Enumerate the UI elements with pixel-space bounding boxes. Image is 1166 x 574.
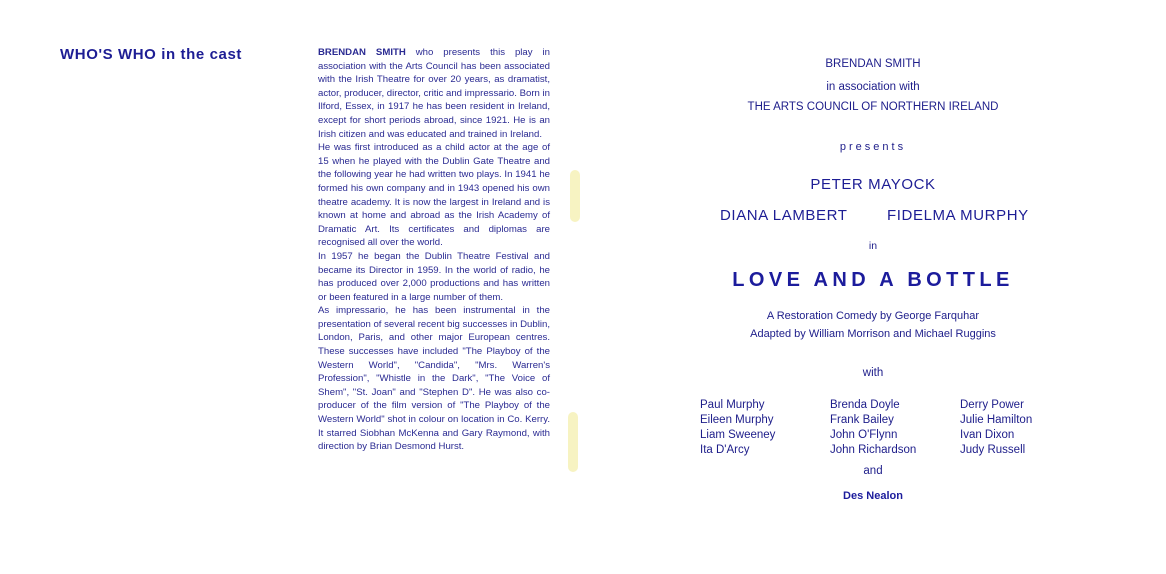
staple-mark: [568, 412, 578, 472]
and-line: and: [863, 465, 883, 477]
cast-member: John Richardson: [830, 444, 917, 456]
bio-intro: who presents this play in association with the Arts Council has been associated with the Irish Theatre for over 20 years, as dramatist, actor, producer, director, critic and impressario. Born in Ilford, Essex, in 1917 he has been resident in Ireland, except for short periods abroad, since 1921. He is an Irish citizen and was educated and trained in Ireland.: [318, 47, 550, 140]
cast-member: Ita D'Arcy: [700, 444, 750, 456]
staple-mark: [570, 170, 580, 222]
cast-member: Eileen Murphy: [700, 414, 774, 426]
presents-line: presents: [839, 141, 907, 153]
cast-column: [960, 398, 1032, 458]
association-line: in association with: [826, 81, 920, 93]
bio-paragraph: In 1957 he began the Dublin Theatre Festival and became its Director in 1959. In the world of radio, he has produced over 2,000 productions and has written or been featured in a large number of them.: [318, 250, 550, 303]
cast-member: Brenda Doyle: [830, 399, 900, 411]
bio-paragraph: [318, 46, 550, 141]
cast-member: Frank Bailey: [830, 414, 894, 426]
cast-member: Paul Murphy: [700, 399, 765, 411]
left-page: [0, 0, 580, 574]
lead-actor: PETER MAYOCK: [810, 176, 936, 193]
costar-name: DIANA LAMBERT: [720, 207, 848, 224]
costar-name: FIDELMA MURPHY: [887, 207, 1029, 224]
presenter-name: BRENDAN SMITH: [825, 58, 921, 70]
bio-paragraph: As impressario, he has been instrumental in the presentation of several recent big successes in Dublin, London, Paris, and other major European centres. These successes have included "The Playboy of the Western World", "Candida", "Mrs. Warren's Profession", "Whistle in the Dark", "The Voice of Shem", "St. Joan" and "Stephen D". He was also co-producer of the film version of "The Playboy of the Western World" shot in colour on location in Co. Kerry. It starred Siobhan McKenna and Gary Raymond, with direction by Brian Desmond Hurst.: [318, 305, 550, 453]
cast-member: Judy Russell: [960, 444, 1026, 456]
right-page: [580, 0, 1166, 574]
cast-member: John O'Flynn: [830, 429, 898, 441]
bio-paragraph: He was first introduced as a child actor at the age of 15 when he played with the Dublin Gate Theatre and the following year he had written two plays. In 1941 he formed his own company and in 1943 opened his own theatre academy. It is now the largest in Ireland and is known at home and abroad as the Irish Academy of Dramatic Art. Its certificates and diplomas are recognised all over the world.: [318, 142, 550, 249]
cast-member: Ivan Dixon: [960, 429, 1015, 441]
cast-member: Julie Hamilton: [960, 414, 1033, 426]
cast-member: Liam Sweeney: [700, 429, 776, 441]
in-line: in: [868, 240, 878, 252]
cast-member: Derry Power: [960, 399, 1024, 411]
cast-column: [830, 398, 916, 458]
arts-council-name: THE ARTS COUNCIL OF NORTHERN IRELAND: [747, 101, 999, 113]
adaptation-credit: Adapted by William Morrison and Michael Ruggins: [750, 328, 996, 340]
play-subtitle: A Restoration Comedy by George Farquhar: [766, 310, 980, 322]
with-line: with: [862, 367, 884, 379]
biography: [318, 46, 550, 454]
cast-heading: WHO'S WHO in the cast: [60, 46, 243, 63]
bio-name: BRENDAN SMITH: [318, 47, 406, 58]
featured-actor: Des Nealon: [843, 490, 903, 502]
cast-column: [700, 398, 775, 458]
play-title: LOVE AND A BOTTLE: [732, 269, 1014, 291]
